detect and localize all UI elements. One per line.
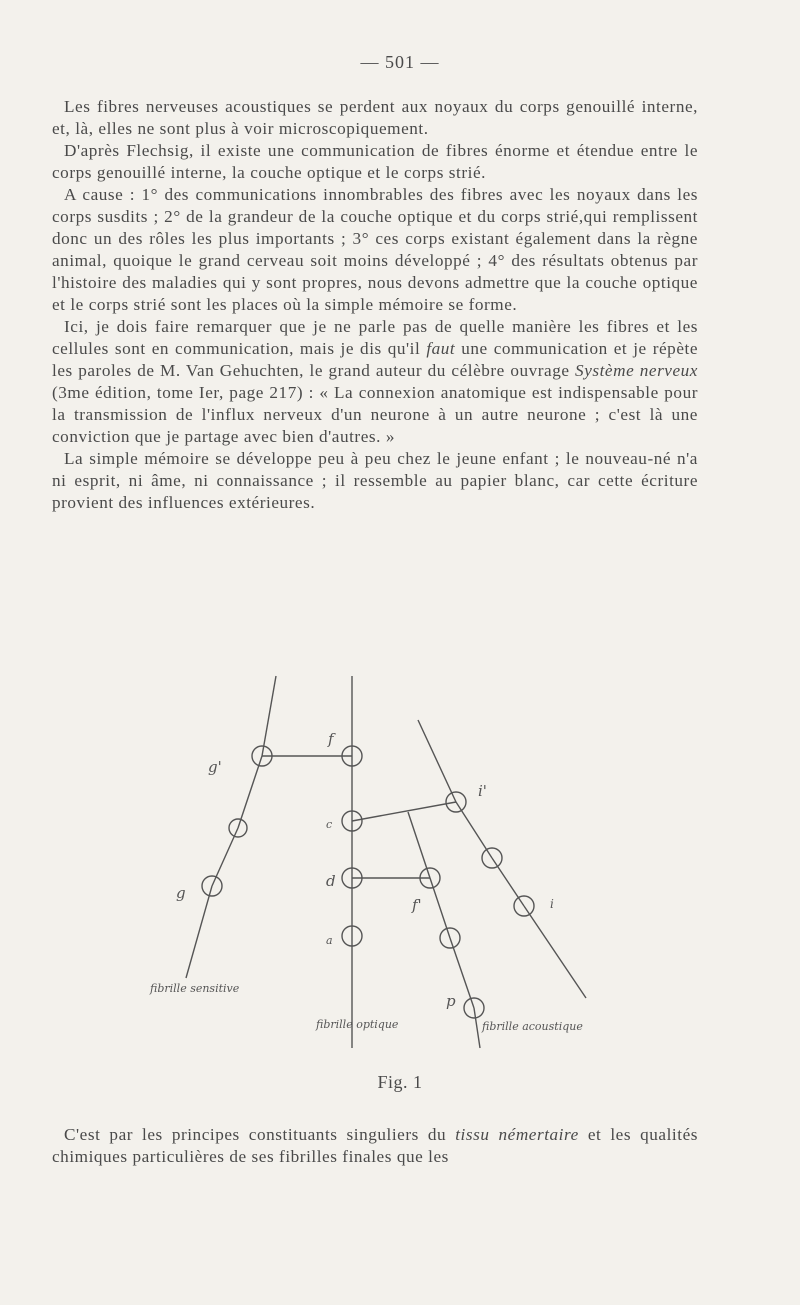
closing-paragraph [52, 1124, 698, 1168]
acoustic-low [492, 858, 524, 906]
body-text [52, 96, 698, 514]
page-number: — 501 — [360, 52, 440, 72]
paragraph-3: A cause : 1° des communications innombrables des fibres avec les noyaux dans les corps susdits ; 2° de la grandeur de la couche optique et du corps strié,qui remplissent donc un des rôles les plus importants ; 3° ces corps existant également dans la règne animal, quoique le grand cerveau soit moins développé ; 4° des résultats obtenus par l'histoire des maladies qui y sont propres, nous devons admettre que la couche optique et le corps strié sont les places où la simple mémoire se forme. [52, 185, 698, 314]
label-g-prime: g' [208, 758, 222, 776]
emphasis-faut: faut [426, 339, 456, 358]
paragraph-5: La simple mémoire se développe peu à peu chez le jeune enfant ; le nouveau-né n'a ni esprit, ni âme, ni connaissance ; il ressemble au papier blanc, car cette écriture provient des influences extérieures. [52, 449, 698, 512]
closing-emphasis: tissu némertaire [455, 1125, 579, 1144]
sensitive-fibre-mid [238, 756, 262, 828]
label-f-prime: f' [412, 896, 422, 914]
label-i-prime: i' [478, 782, 487, 800]
acoustic-bottom [524, 906, 586, 998]
book-title: Système nerveux [575, 361, 698, 380]
paragraph-4-part1: Ici, je dois faire remarquer que je ne parle pas de quelle manière les fibres et les cellules sont en communication, mais je dis qu'il [52, 317, 698, 358]
label-fibre-optique: fibrille optique [316, 1018, 399, 1031]
label-c: c [326, 818, 333, 831]
label-g: g [176, 884, 186, 902]
link-c-i [352, 802, 456, 821]
acoustic-top [418, 720, 456, 802]
paragraph-4 [52, 316, 698, 448]
label-fibre-sensitive: fibrille sensitive [150, 982, 240, 995]
label-i: i [550, 897, 554, 911]
label-f: f [328, 730, 334, 748]
neuron-diagram [140, 668, 600, 1088]
closing-part2: et les qualités chimiques particulières de ses fibrilles finales que les [52, 1125, 698, 1166]
figure-caption: Fig. 1 [377, 1072, 423, 1092]
figure-neuron-diagram [140, 668, 600, 1088]
acoustic-tail [474, 1008, 480, 1048]
paragraph-4-part2: une communication et je répète les paroles de M. Van Gehuchten, le grand auteur du célèbre ouvrage [52, 339, 698, 380]
label-d: d [326, 872, 336, 890]
paragraph-2: D'après Flechsig, il existe une communication de fibres énorme et étendue entre le corps genouillé interne, la couche optique et le corps strié. [52, 141, 698, 182]
paragraph-1: Les fibres nerveuses acoustiques se perdent aux noyaux du corps genouillé interne, et, là, elles ne sont plus à voir microscopiquement. [52, 97, 698, 138]
paragraph-4-part3: (3me édition, tome Ier, page 217) : « La connexion anatomique est indispensable pour la transmission de l'influx nerveux d'un neurone à un autre neurone ; c'est là une conviction que je partage avec bien d'autres. » [52, 383, 698, 446]
closing-part1: C'est par les principes constituants singuliers du [64, 1125, 456, 1144]
label-a: a [326, 934, 333, 947]
label-fibre-acoustique: fibrille acoustique [482, 1020, 583, 1033]
body-text-continued [52, 1124, 698, 1168]
sensitive-fibre-top [262, 676, 276, 756]
label-p: p [446, 992, 456, 1010]
sensitive-fibre-bottom [186, 886, 212, 978]
